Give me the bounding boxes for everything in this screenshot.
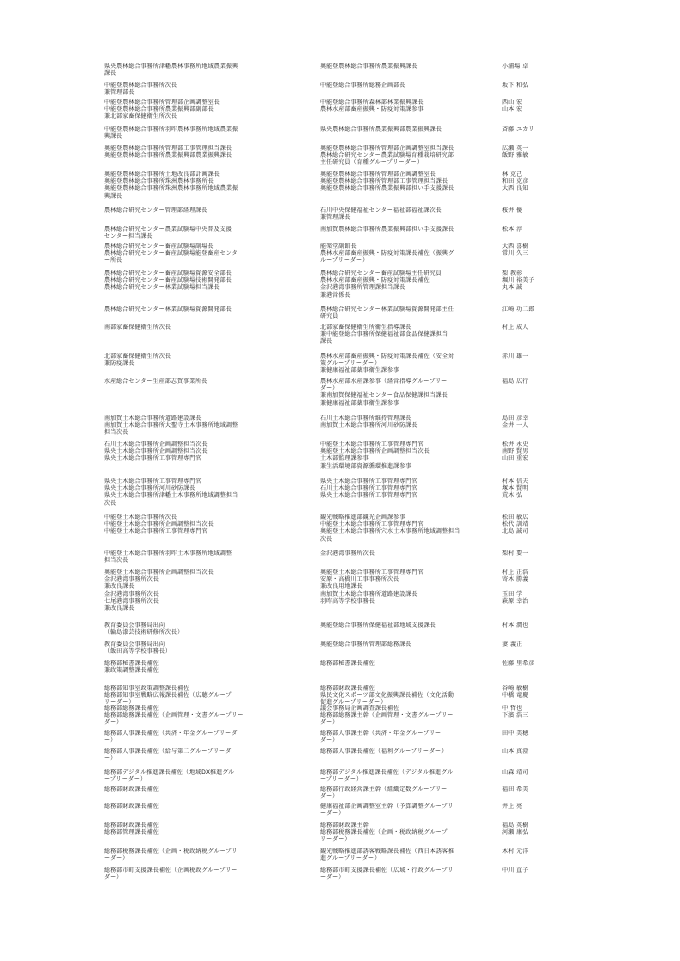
previous-post: 総務部財政課長補佐 総務部管理課長補佐 [104, 822, 159, 837]
person-name: 赤川 雄一 [502, 353, 529, 360]
new-post: 総務部人事課長補佐（福利グループリーダー） [320, 748, 448, 755]
new-post: 能楽堂副館長 農林水産部畜産振興・防疫対策課長補佐（振興グ ループリーダー） [320, 243, 455, 265]
previous-post: 総務部秘書課長補佐 兼政策調整課長補佐 [104, 660, 159, 675]
person-name: 村本 信夫 塚本 賢明 荒木 弘 [502, 478, 529, 500]
person-name: 井上 亮 [502, 803, 523, 810]
new-post: 奥能登土木総合事務所工事管理専門官 安原・高橋川工事事務所次長 兼改良用地課長 南加賀土木総合事務所道路建設課長 羽咋高等学校事務長 [320, 569, 424, 605]
previous-post: 農林総合研究センター農業試験場中央普及支援 センター担当課長 [104, 226, 232, 241]
new-post: 北部家畜保健衛生所衛生指導課長 兼中能登総合事務所保健福祉部食品保健課担当 課長 [320, 324, 448, 346]
person-name: 山森 靖司 [502, 769, 529, 776]
previous-post: 教育委員会事務局出向 （飯田高等学校事務長） [104, 641, 172, 656]
person-name: 大西 喜樹 常川 久三 [502, 243, 529, 258]
new-post: 石川中央保健福祉センター福祉部福祉課次長 兼管理課長 [320, 207, 442, 222]
person-name: 斉藤 ユカリ [502, 126, 535, 133]
person-name: 広瀬 英一 飯野 雅敏 [502, 145, 529, 160]
new-post: 農林総合研究センター林業試験場資源開発部主任 研究員 [320, 306, 454, 321]
person-name: 西山 宏 山本 宏 [502, 99, 523, 114]
person-name: 松本 淳 [502, 226, 523, 233]
previous-post: 総務部総務課長補佐 総務部総務課長補佐（企画管理・文書グループリー ダー） [104, 705, 244, 727]
previous-post: 南部家畜保健衛生所次長 [104, 324, 172, 331]
previous-post: 総務部市町支援課長補佐（企画税政グループリー ダー） [104, 867, 238, 882]
previous-post: 南加賀土木総合事務所道路建設課長 南加賀土木総合事務所大聖寺土木事務所地域調整 担当次長 [104, 415, 239, 437]
previous-post: 石川土木総合事務所企画調整担当次長 県央土木総合事務所企画調整担当次長 県央土木総合事務所工事管理専門官 [104, 441, 208, 463]
person-name: 桜井 優 [502, 207, 523, 214]
new-post: 県央土木総合事務所工事管理専門官 石川土木総合事務所工事管理専門官 県央土木総合事務所工事管理専門官 [320, 478, 418, 500]
previous-post: 奥能登土木総合事務所企画調整担当次長 金沢港湾事務所次長 兼改良課長 金沢港湾事務所次長 七尾港湾事務所次長 兼改良課長 [104, 569, 214, 613]
person-name: 谷崎 敏樹 中橋 竜慶 [502, 685, 529, 700]
person-name: 坂下 和弘 [502, 82, 529, 89]
person-name: 林 克己 和田 克彦 大西 良知 [502, 171, 529, 193]
person-name: 中川 直子 [502, 867, 529, 874]
person-name: 小浦場 卓 [502, 63, 529, 70]
previous-post: 総務部人事課長補佐（共済・年金グループリーダ ー） [104, 730, 238, 745]
previous-post: 中能登農林総合事務所管理部企画調整室長 中能登農林総合事務所農業振興部副部長 兼北部家畜保健衛生所次長 [104, 99, 220, 121]
person-name: 村上 成人 [502, 324, 529, 331]
previous-post: 水産総合センター生産部志賀事業所長 [104, 378, 208, 385]
person-name: 松田 敏広 松代 訓靖 北島 誠司 [502, 514, 529, 536]
previous-post: 総務部人事課長補佐（給与第二グループリーダ ー） [104, 748, 232, 763]
new-post: 奥能登農林総合事務所管理部企画調整室担当課長 農林総合研究センター農業試験場育種栽培研究部 主任研究員（育種グループリーダー） [320, 145, 455, 167]
new-post: 議会事務局企画調査課長補佐 総務部総務課主幹（企画管理・文書グループリー ダー） [320, 705, 454, 727]
new-post: 農林水産部水産課参事（経営指導グループリー ダー） 兼南加賀保健福祉センター食品保健課担当課長 兼健康福祉部薬事衛生課参事 [320, 378, 448, 407]
person-name: 福島 英樹 河瀬 康弘 [502, 822, 529, 837]
previous-post: 中能登土木総合事務所羽咋土木事務所地域調整 担当次長 [104, 550, 232, 565]
previous-post: 農林総合研究センター林業試験場資源開発部長 [104, 306, 232, 313]
new-post: 観光戦略推進部誘客戦略課長補佐（西日本誘客推 進グループリーダー） [320, 848, 455, 863]
person-name: 村上 正浩 寄木 勝義 玉田 学 萩原 幸治 [502, 569, 529, 605]
new-post: 金沢港湾事務所次長 [320, 550, 375, 557]
new-post: 県央農林総合事務所農業振興部農業振興課長 [320, 126, 442, 133]
previous-post: 農林総合研究センター畜産試験場資源安全部長 農林総合研究センター畜産試験場技術開発部長 農林総合研究センター林業試験場担当課長 [104, 270, 232, 292]
new-post: 総務部財政課主幹 総務部税務課長補佐（企画・税政納税グループ リーダー） [320, 822, 448, 844]
new-post: 農林総合研究センター畜産試験場主任研究員 農林水産部畜産振興・防疫対策課長補佐 金沢港湾事務所管理課担当課長 兼港営係長 [320, 270, 442, 299]
person-name: 村本 潤也 [502, 622, 529, 629]
new-post: 総務部人事課主幹（共済・年金グループリー ダー） [320, 730, 442, 745]
previous-post: 中能登農林総合事務所羽咋農林事務所地域農業振 興課長 [104, 126, 239, 141]
person-name: 島田 彦幸 金井 一人 [502, 415, 529, 430]
person-name: 佐藤 里希彦 [502, 660, 535, 667]
new-post: 健康福祉部企画調整室主幹（予算調整グループリ ーダー） [320, 803, 454, 818]
person-name: 梨村 要一 [502, 550, 529, 557]
person-name: 福島 広行 [502, 378, 529, 385]
new-post: 農林水産部畜産振興・防疫対策課長補佐（安全対 策グループリーダー） 兼健康福祉部薬事衛生課参事 [320, 353, 455, 375]
person-name: 福田 希美 [502, 786, 529, 793]
new-post: 総務部秘書課長補佐 [320, 660, 375, 667]
previous-post: 総務部財政課長補佐 [104, 786, 159, 793]
new-post: 総務部市町支援課長補佐（広域・行政グループリ ーダー） [320, 867, 454, 882]
person-name: 中 哲也 下濱 浩三 [502, 705, 529, 720]
new-post: 奥能登総合事務所保健福祉部地域支援課長 [320, 622, 436, 629]
person-name: 梨 教彰 堀川 裕美子 丸本 誠 [502, 270, 535, 292]
person-name: 江崎 功二郎 [502, 306, 535, 313]
new-post: 南加賀農林総合事務所農業振興部担い手支援課長 [320, 226, 455, 233]
new-post: 中能登総合事務所森林部林業振興課長 農林水産部畜産振興・防疫対策課参事 [320, 99, 424, 114]
new-post: 奥能登農林総合事務所農業振興課長 [320, 63, 418, 70]
new-post: 中能登総合事務所総務企画部長 [320, 82, 406, 89]
previous-post: 総務部税務課長補佐（企画・税政納税グループリ ーダー） [104, 848, 238, 863]
person-name: 山本 真澄 [502, 748, 529, 755]
new-post: 観光戦略推進部観光企画課参事 中能登土木総合事務所工事管理専門官 奥能登土木総合事務所穴水土木事務所地域調整担当 次長 [320, 514, 461, 543]
person-name: 田中 美穂 [502, 730, 529, 737]
previous-post: 奥能登農林総合事務所土地改良部計画課長 奥能登農林総合事務所珠洲農林事務所長 奥能登農林総合事務所珠洲農林事務所地域農業振 興課長 [104, 171, 239, 200]
new-post: 総務部行政経営課主幹（組織定数グループリー ダー） [320, 786, 448, 801]
previous-post: 北部家畜保健衛生所次長 兼防疫課長 [104, 353, 172, 368]
previous-post: 農林総合研究センター畜産試験場副場長 農林総合研究センター畜産試験場能登畜産センタ ー所長 [104, 243, 238, 265]
previous-post: 県央農林総合事務所津幡農林事務所地域農業振興 課長 [104, 63, 239, 78]
new-post: 奥能登総合事務所管理部総務課長 [320, 641, 412, 648]
previous-post: 総務部デジタル推進課長補佐（地域DX推進グル ープリーダー） [104, 769, 235, 784]
new-post: 中能登土木総合事務所工事管理専門官 奥能登土木総合事務所企画調整担当次長 土木部監理課参事 兼生活環境部資源循環推進課参事 [320, 441, 430, 470]
new-post: 総務部デジタル推進課長補佐（デジタル推進グル ープリーダー） [320, 769, 454, 784]
new-post: 総務部財政課長補佐 県民文化スポーツ部文化振興課長補佐（文化活動 促進グループリーダー） [320, 685, 454, 707]
person-name: 松井 永史 南野 賢男 山田 重宏 [502, 441, 529, 463]
new-post: 石川土木総合事務所維持管理課長 南加賀土木総合事務所河川砂防課長 [320, 415, 418, 430]
previous-post: 県央土木総合事務所工事管理専門官 県央土木総合事務所河川砂防課長 県央土木総合事務所津幡土木事務所地域調整担当 次長 [104, 478, 239, 507]
person-name: 木村 元洋 [502, 848, 529, 855]
previous-post: 中能登土木総合事務所次長 中能登土木総合事務所企画調整担当次長 中能登土木総合事務所工事管理専門官 [104, 514, 214, 536]
previous-post: 総務部知事室政策調整課長補佐 総務部知事室戦略広報課長補佐（広聴グループ リーダー） [104, 685, 232, 707]
previous-post: 教育委員会事務局出向 （輪島漆芸技術研修所次長） [104, 622, 184, 637]
previous-post: 総務部財政課長補佐 [104, 803, 159, 810]
previous-post: 農林総合研究センター管理部経理課長 [104, 207, 208, 214]
person-name: 妻 義正 [502, 641, 523, 648]
new-post: 奥能登農林総合事務所管理部企画調整室長 奥能登農林総合事務所管理部工事管理担当課長 奥能登農林総合事務所農業振興部担い手支援課長 [320, 171, 455, 193]
previous-post: 奥能登農林総合事務所管理部工事管理担当課長 奥能登農林総合事務所農業振興部農業振興課長 [104, 145, 232, 160]
previous-post: 中能登農林総合事務所次長 兼管理部長 [104, 82, 178, 97]
